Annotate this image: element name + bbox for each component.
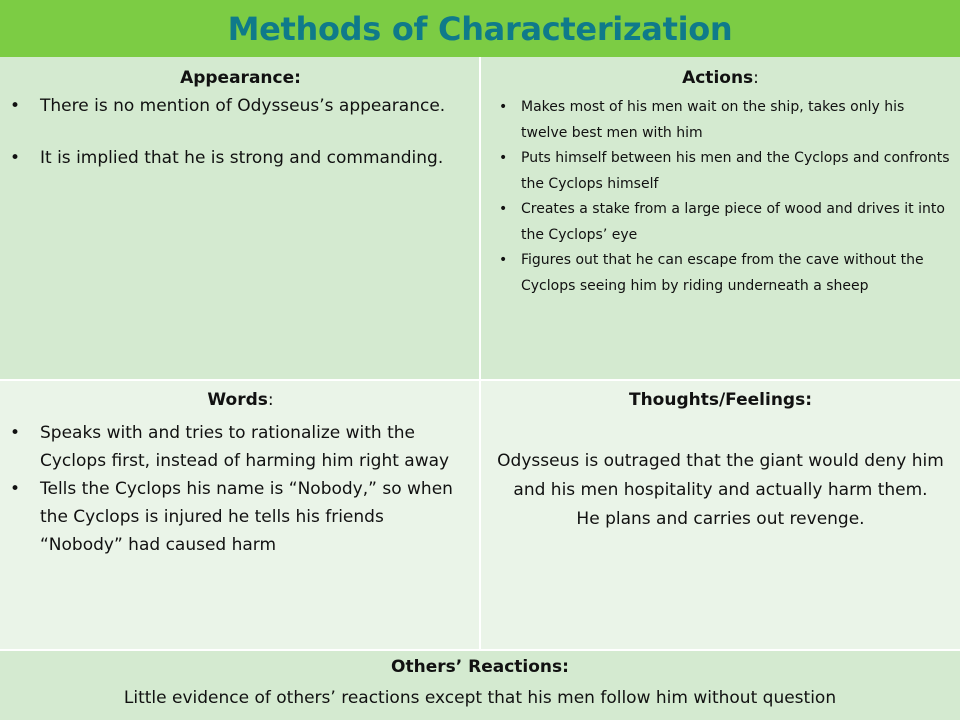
words-cell bbox=[0, 379, 481, 649]
list-item: • Puts himself between his men and the Cyclops and confronts the Cyclops himself bbox=[521, 146, 951, 197]
words-heading-colon: : bbox=[267, 390, 274, 410]
actions-list bbox=[521, 95, 951, 299]
thoughts-heading: Thoughts/Feelings: bbox=[628, 390, 813, 410]
words-list bbox=[40, 419, 470, 559]
list-item: • Figures out that he can escape from the cave without the Cyclops seeing him by riding underneath a sheep bbox=[521, 248, 951, 299]
actions-cell bbox=[481, 57, 960, 379]
appearance-list bbox=[40, 93, 460, 171]
thoughts-line-1: Odysseus is outraged that the giant would deny him and his men hospitality and actually harm them. bbox=[497, 451, 944, 500]
appearance-heading: Appearance: bbox=[180, 68, 301, 88]
list-item: • It is implied that he is strong and commanding. bbox=[40, 145, 460, 171]
thoughts-line-2: He plans and carries out revenge. bbox=[576, 509, 865, 529]
list-item: • Creates a stake from a large piece of wood and drives it into the Cyclops’ eye bbox=[521, 197, 951, 248]
thoughts-body bbox=[487, 447, 954, 534]
actions-heading bbox=[481, 67, 960, 89]
others-cell bbox=[0, 649, 960, 720]
thoughts-cell bbox=[481, 379, 960, 649]
words-heading bbox=[0, 389, 481, 411]
list-item: • Makes most of his men wait on the ship, takes only his twelve best men with him bbox=[521, 95, 951, 146]
others-heading: Others’ Reactions: bbox=[391, 657, 569, 677]
slide-title: Methods of Characterization bbox=[227, 9, 733, 48]
actions-heading-colon: : bbox=[753, 68, 759, 88]
appearance-cell bbox=[0, 57, 481, 379]
others-body: Little evidence of others’ reactions except that his men follow him without question bbox=[123, 688, 837, 708]
actions-heading-text: Actions bbox=[682, 68, 754, 88]
words-heading-text: Words bbox=[207, 390, 268, 410]
list-item: • Speaks with and tries to rationalize with the Cyclops first, instead of harming him right away bbox=[40, 419, 470, 475]
list-item: • There is no mention of Odysseus’s appearance. bbox=[40, 93, 460, 119]
title-bar bbox=[0, 0, 960, 57]
list-item: • Tells the Cyclops his name is “Nobody,” so when the Cyclops is injured he tells his friends “Nobody” had caused harm bbox=[40, 475, 470, 559]
